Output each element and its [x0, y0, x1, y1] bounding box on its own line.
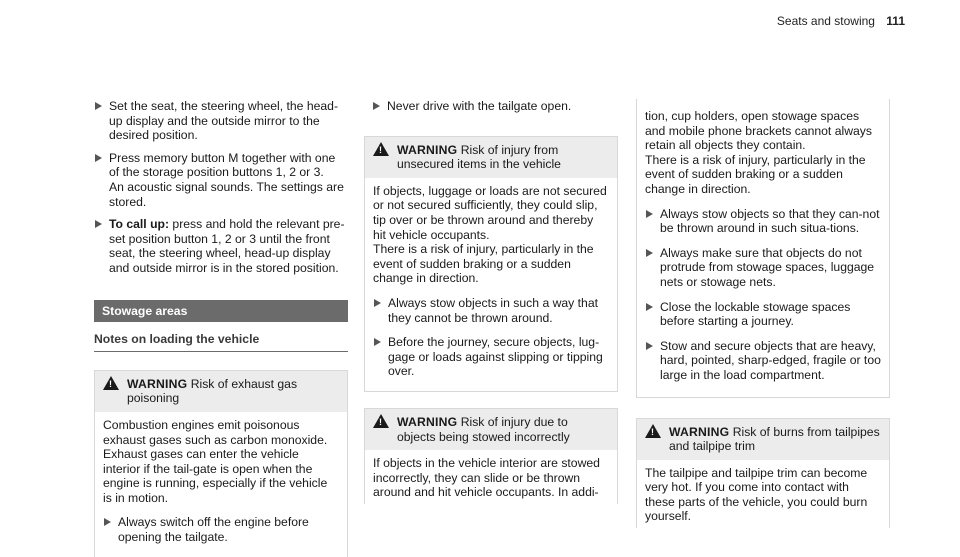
warning-box [364, 136, 618, 392]
warning-icon [373, 142, 389, 156]
warning-title: Risk of burns from tailpipes and tailpipe trim [669, 424, 880, 454]
warning-icon [645, 424, 661, 438]
instruction-step [94, 151, 348, 209]
warning-icon [373, 414, 389, 428]
warning-step [645, 300, 881, 329]
warning-continuation [636, 99, 890, 398]
column-2 [364, 99, 618, 504]
warning-label: WARNING [127, 376, 188, 391]
step-text: Stow and secure objects that are heavy, hard, pointed, sharp-edged, fragile or too large in the load compartment. [660, 338, 881, 382]
warning-text: The tailpipe and tailpipe trim can become very hot. If you come into contact with these parts of the vehicle, you could burn yourself. [645, 465, 868, 524]
instruction-step [94, 99, 348, 143]
warning-step [645, 207, 881, 236]
subsection-title: Notes on loading the vehicle [94, 332, 348, 352]
warning-label: WARNING [669, 424, 730, 439]
warning-box [636, 418, 890, 529]
section-name: Seats and stowing [776, 14, 875, 28]
step-text: To call up: press and hold the relevant pre-set position button 1, 2 or 3 until the front seat, the steering wheel, head-up display and outside mirror is in the stored position. [109, 217, 345, 275]
step-text: Always stow objects so that they can-not be thrown around in such situa-tions. [660, 206, 880, 236]
column-3 [636, 99, 890, 528]
section-title: Stowage areas [94, 300, 348, 323]
step-result: An acoustic signal sounds. The settings are stored. [109, 179, 344, 209]
warning-icon [103, 376, 119, 390]
warning-body [365, 450, 617, 504]
warning-title: Risk of injury due to objects being stowed incorrectly [397, 414, 570, 444]
page-header [777, 14, 905, 29]
warning-step [373, 335, 609, 379]
warning-text: If objects, luggage or loads are not secured or not secured sufficiently, they could slip, tip over or be thrown around and thereby hit vehicle occupants. [373, 183, 607, 242]
warning-body [365, 178, 617, 391]
column-1 [94, 99, 348, 557]
warning-header [95, 371, 347, 412]
warning-step [103, 515, 339, 544]
warning-text: tion, cup holders, open stowage spaces and mobile phone brackets cannot always retain all objects they contain. [645, 109, 872, 153]
warning-title: Risk of exhaust gas poisoning [127, 376, 298, 406]
warning-header [365, 137, 617, 178]
step-text: Set the seat, the steering wheel, the head-up display and the outside mirror to the desired position. [109, 99, 339, 143]
warning-box [94, 370, 348, 557]
step-text: Never drive with the tailgate open. [387, 99, 572, 113]
warning-text: There is a risk of injury, particularly in the event of sudden braking or a sudden change in direction. [645, 152, 866, 196]
warning-step [645, 339, 881, 383]
warning-label: WARNING [397, 414, 458, 429]
instruction-step [372, 99, 618, 114]
warning-text: If objects in the vehicle interior are stowed incorrectly, they can slide or be thrown around and hit vehicle occupants. In addi- [373, 456, 600, 500]
warning-step [645, 246, 881, 290]
warning-body [95, 412, 347, 557]
warning-body [637, 460, 889, 528]
step-text: Always switch off the engine before opening the tailgate. [118, 515, 309, 545]
instruction-step [94, 217, 348, 275]
step-text: Press memory button M together with one of the storage position buttons 1, 2 or 3. [109, 150, 336, 180]
step-text: Always stow objects in such a way that they cannot be thrown around. [388, 295, 598, 325]
step-text: Always make sure that objects do not protrude from stowage spaces, luggage nets or stowage nets. [660, 245, 875, 289]
warning-label: WARNING [397, 142, 458, 157]
warning-box [364, 408, 618, 504]
warning-text: There is a risk of injury, particularly in the event of sudden braking or a sudden change in direction. [373, 242, 594, 286]
page-number: 111 [886, 14, 905, 28]
step-text: Before the journey, secure objects, lug-gage or loads against slipping or tipping over. [388, 335, 603, 379]
warning-step [373, 296, 609, 325]
warning-text: Combustion engines emit poisonous exhaust gases such as carbon monoxide. Exhaust gases can enter the vehicle interior if the tail-gate is open when the engine is running, especially if the vehicle is in motion. [103, 417, 328, 505]
step-text: Close the lockable stowage spaces before starting a journey. [660, 299, 851, 329]
step-lead: To call up: [109, 217, 170, 232]
warning-header [637, 419, 889, 460]
warning-header [365, 409, 617, 450]
warning-title: Risk of injury from unsecured items in the vehicle [397, 142, 561, 172]
